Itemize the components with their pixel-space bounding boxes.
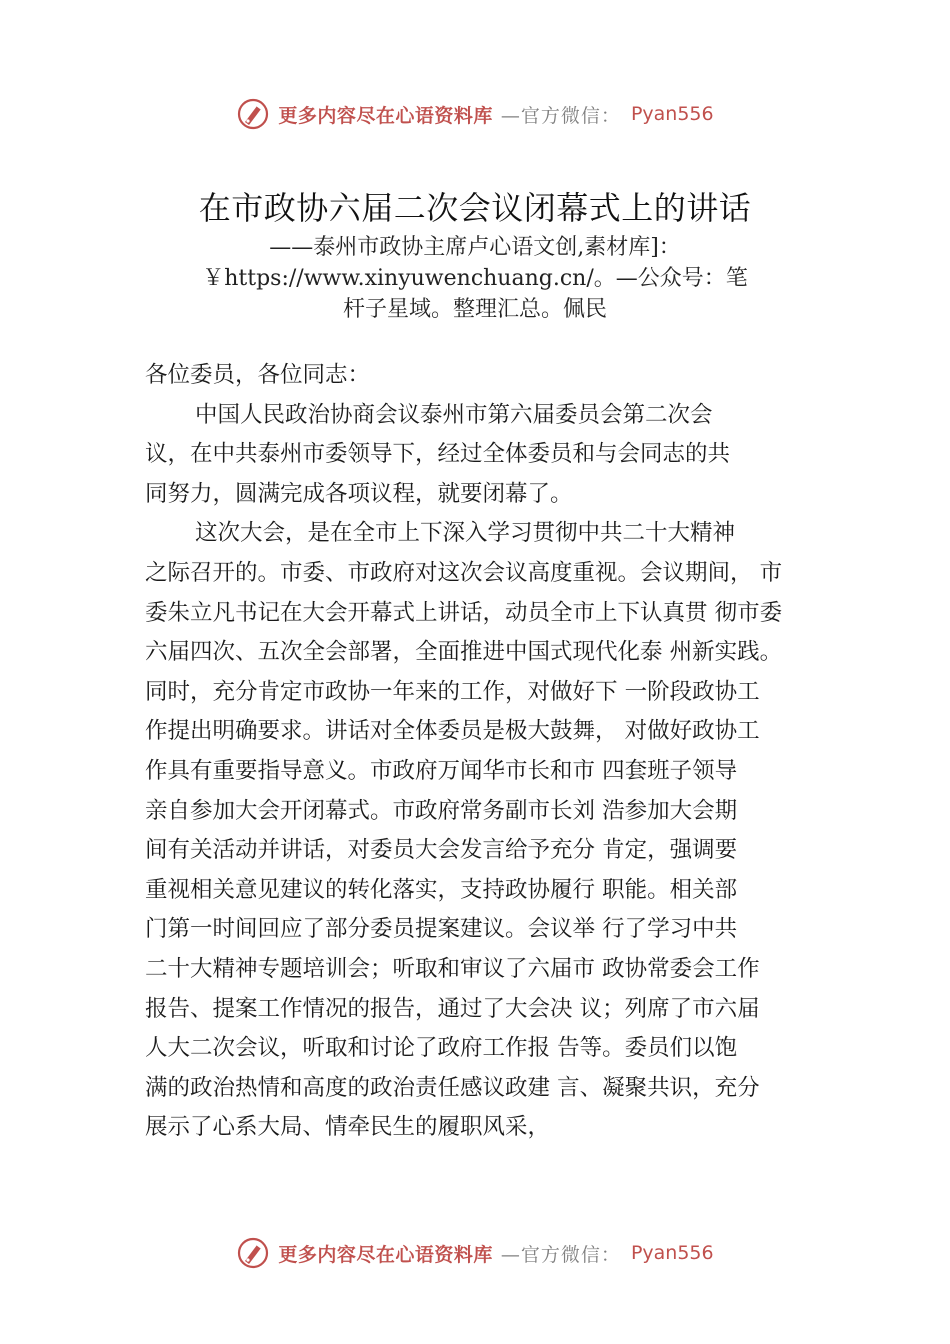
- fountain-pen-logo-icon: [236, 97, 270, 131]
- body-line: 这次大会，是在全市上下深入学习贯彻中共二十大精神: [195, 520, 736, 547]
- body-line: 作具有重要指导意义。市政府万闻华市长和市 四套班子领导: [145, 757, 738, 784]
- bottom-banner: [0, 1233, 950, 1273]
- top-banner: [0, 94, 950, 134]
- body-line: 门第一时间回应了部分委员提案建议。会议举 行了学习中共: [145, 916, 738, 943]
- body-line: 满的政治热情和高度的政治责任感议政建 言、凝聚共识，充分: [145, 1074, 760, 1101]
- body-line: 亲自参加大会开闭幕式。市政府常务副市长刘 浩参加大会期: [145, 797, 738, 824]
- body-line: 六届四次、五次全会部署，全面推进中国式现代化泰 州新实践。: [145, 639, 783, 666]
- document-body: [145, 356, 845, 1148]
- body-line: 间有关活动并讲话，对委员大会发言给予充分 肯定，强调要: [145, 837, 738, 864]
- banner-wechat-id: Pyan556: [630, 103, 714, 125]
- body-line: 重视相关意见建议的转化落实，支持政协履行 职能。相关部: [145, 876, 738, 903]
- document-subtitle: [170, 232, 780, 325]
- fountain-pen-logo-icon: [236, 1236, 270, 1270]
- body-line: 作提出明确要求。讲话对全体委员是极大鼓舞， 对做好政协工: [145, 718, 760, 745]
- subtitle-line: ￥https://www.xinyuwenchuang.cn/。—公众号：笔: [202, 266, 748, 291]
- salutation: 各位委员，各位同志：: [145, 362, 371, 388]
- banner-text-main: 更多内容尽在心语资料库: [278, 1243, 493, 1266]
- body-line: 报告、提案工作情况的报告，通过了大会决 议；列席了市六届: [145, 995, 760, 1022]
- body-line: 人大二次会议，听取和讨论了政府工作报 告等。委员们以饱: [145, 1035, 738, 1062]
- banner-text-main: 更多内容尽在心语资料库: [278, 104, 493, 127]
- body-line: 中国人民政治协商会议泰州市第六届委员会第二次会: [195, 401, 713, 428]
- subtitle-line: 杆子星域。整理汇总。佩民: [342, 297, 607, 322]
- body-line: 展示了心系大局、情牵民生的履职风采，: [145, 1114, 551, 1141]
- banner-text-dash: —官方微信：: [500, 104, 621, 127]
- body-line: 委朱立凡书记在大会开幕式上讲话，动员全市上下认真贯 彻市委: [145, 599, 783, 626]
- body-line: 同努力，圆满完成各项议程，就要闭幕了。: [145, 480, 573, 507]
- body-line: 议，在中共泰州市委领导下，经过全体委员和与会同志的共: [145, 441, 731, 468]
- banner-wechat-id: Pyan556: [630, 1242, 714, 1264]
- subtitle-line: ——泰州市政协主席卢心语文创,素材库]：: [269, 235, 681, 260]
- document-title: 在市政协六届二次会议闭幕式上的讲话: [198, 189, 752, 227]
- body-line: 同时，充分肯定市政协一年来的工作，对做好下 一阶段政协工: [145, 678, 760, 705]
- body-line: 二十大精神专题培训会；听取和审议了六届市 政协常委会工作: [145, 955, 760, 982]
- banner-text-dash: —官方微信：: [500, 1243, 621, 1266]
- body-line: 之际召开的。市委、市政府对这次会议高度重视。会议期间， 市: [145, 559, 783, 586]
